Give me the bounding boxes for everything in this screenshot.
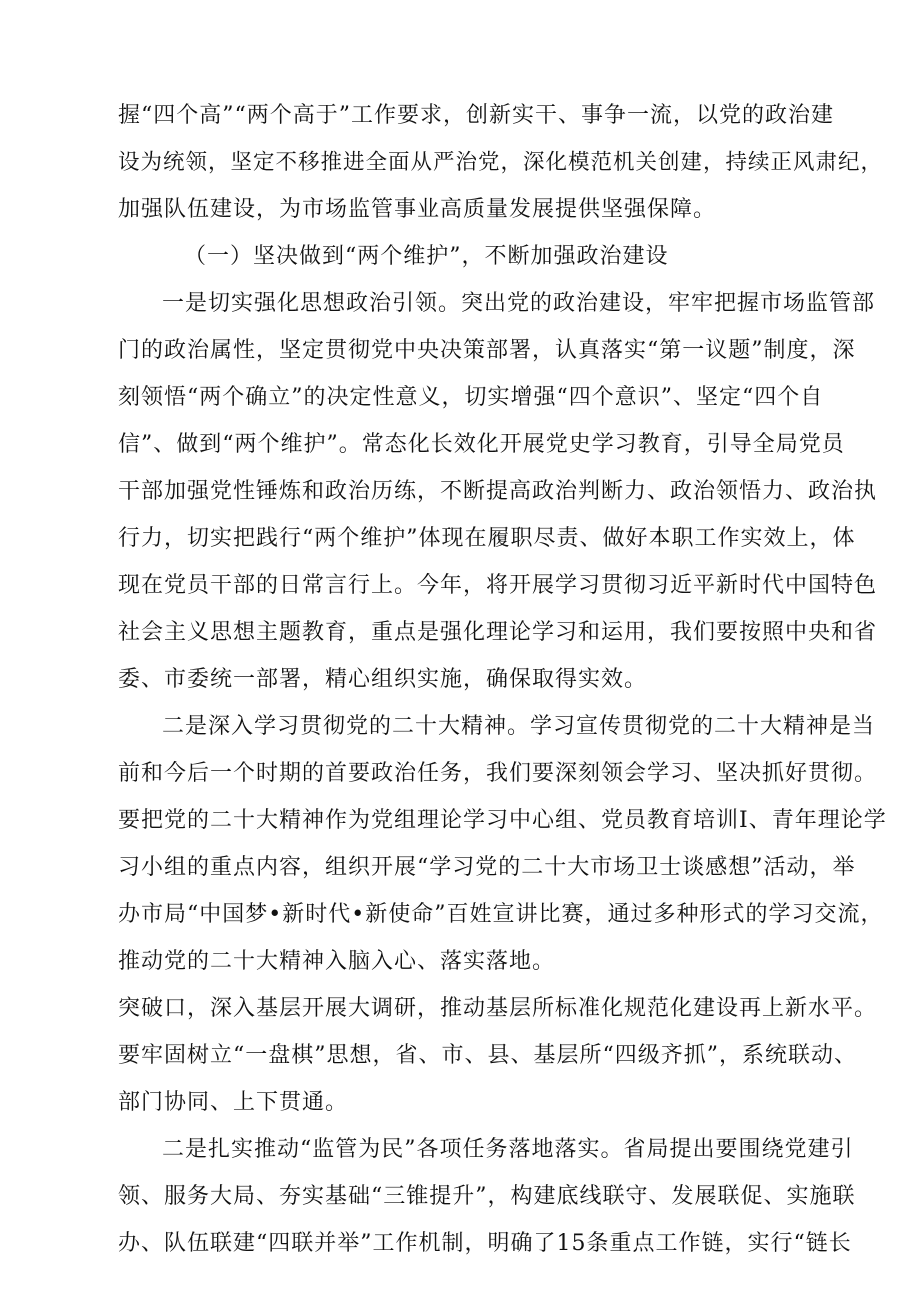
text-line: 要牢固树立“一盘棋”思想，省、市、县、基层所“四级齐抓”，系统联动、 xyxy=(118,1043,857,1068)
text-line: 加强队伍建设，为市场监管事业高质量发展提供坚强保障。 xyxy=(118,197,717,222)
text-line: 二是扎实推动“监管为民”各项任务落地落实。省局提出要围绕党建引 xyxy=(162,1137,854,1162)
text-line: 办市局“中国梦•新时代•新使命”百姓宣讲比赛，通过多种形式的学习交流， xyxy=(118,902,884,927)
text-line: 一是切实强化思想政治引领。突出党的政治建设，牢牢把握市场监管部 xyxy=(162,291,876,316)
text-line: 办、队伍联建“四联并举”工作机制，明确了15条重点工作链，实行“链长 xyxy=(118,1231,852,1256)
text-line: 二是深入学习贯彻党的二十大精神。学习宣传贯彻党的二十大精神是当 xyxy=(162,714,876,739)
text-line: 要把党的二十大精神作为党组理论学习中心组、党员教育培训I、青年理论学 xyxy=(118,808,887,833)
text-line: 握“四个高”“两个高于”工作要求，创新实干、事争一流，以党的政治建 xyxy=(118,103,834,128)
text-line: 前和今后一个时期的首要政治任务，我们要深刻领会学习、坚决抓好贯彻。 xyxy=(118,761,878,786)
text-line: 突破口，深入基层开展大调研，推动基层所标准化规范化建设再上新水平。 xyxy=(118,996,878,1021)
text-line: 习小组的重点内容，组织开展“学习党的二十大市场卫士谈感想”活动，举 xyxy=(118,855,856,880)
text-line: 委、市委统一部署，精心组织实施，确保取得实效。 xyxy=(118,667,648,692)
text-line: 部门协同、上下贯通。 xyxy=(118,1090,349,1115)
text-line: 门的政治属性，坚定贯彻党中央决策部署，认真落实“第一议题”制度，深 xyxy=(118,338,856,363)
text-line: 干部加强党性锤炼和政治历练，不断提高政治判断力、政治领悟力、政治执 xyxy=(118,479,878,504)
text-line: 领、服务大局、夯实基础“三锥提升”，构建底线联守、发展联促、实施联 xyxy=(118,1184,856,1209)
text-line: 行力，切实把践行“两个维护”体现在履职尽责、做好本职工作实效上，体 xyxy=(118,526,856,551)
text-line: 刻领悟“两个确立”的决定性意义，切实增强“四个意识”、坚定“四个自 xyxy=(118,385,824,410)
section-heading: （一）坚决做到“两个维护”，不断加强政治建设 xyxy=(184,244,669,269)
text-line: 推动党的二十大精神入脑入心、落实落地。 xyxy=(118,949,556,974)
text-line: 社会主义思想主题教育，重点是强化理论学习和运用，我们要按照中央和省 xyxy=(118,620,878,645)
text-line: 现在党员干部的日常言行上。今年，将开展学习贯彻习近平新时代中国特色 xyxy=(118,573,878,598)
text-line: 信”、做到“两个维护”。常态化长效化开展党史学习教育，引导全局党员 xyxy=(118,432,845,457)
text-line: 设为统领，坚定不移推进全面从严治党，深化模范机关创建，持续正风肃纪， xyxy=(118,150,884,175)
